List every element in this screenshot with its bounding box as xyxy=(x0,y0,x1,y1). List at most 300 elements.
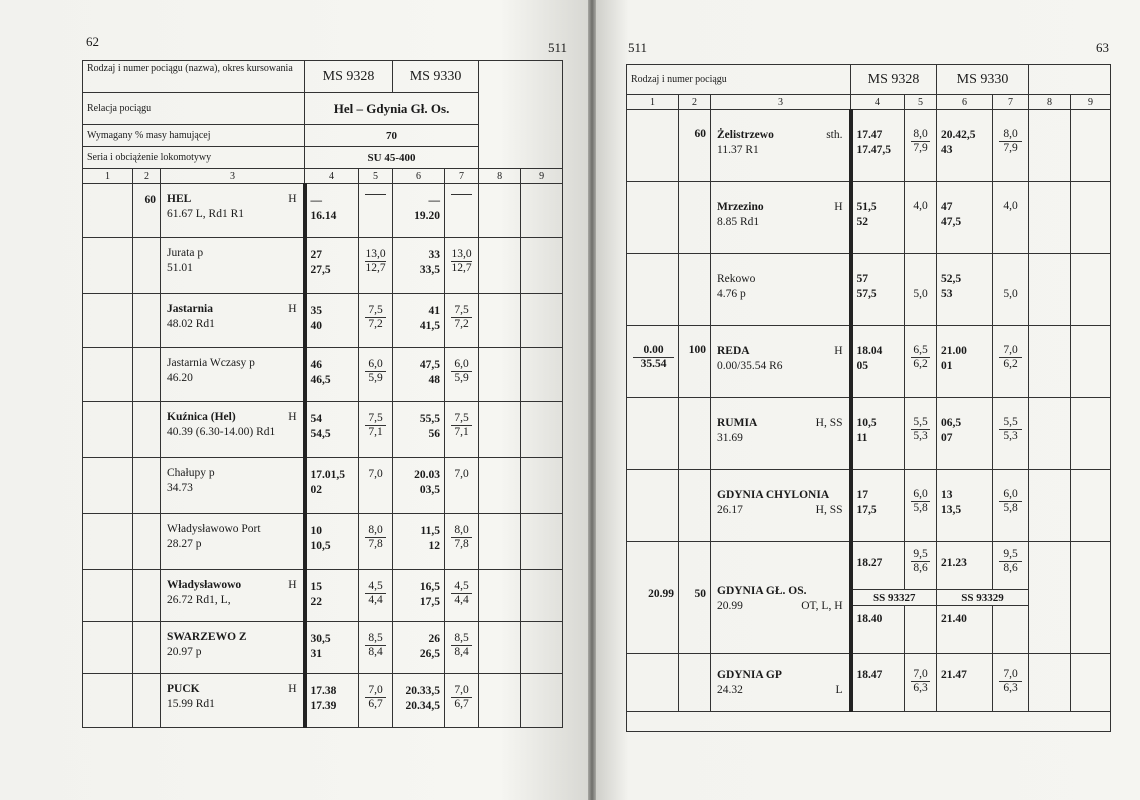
train1-runtime-top: 9,5 xyxy=(911,548,930,562)
train2-time-top: 20.42,5 xyxy=(941,129,976,141)
table-row-gdynia-arrival xyxy=(627,542,1111,590)
table-row xyxy=(627,254,1111,326)
col8-cell xyxy=(1029,654,1071,712)
speed-cell xyxy=(679,326,711,398)
station-km: 20.99 xyxy=(717,600,743,612)
speed-cell xyxy=(679,110,711,182)
train1-time-bot: 05 xyxy=(856,360,868,372)
train1-runtime xyxy=(905,470,937,542)
train2-runtime xyxy=(999,128,1022,155)
train2-time-bot: 53 xyxy=(941,288,953,300)
table-row xyxy=(627,398,1111,470)
km-top: 0.00 xyxy=(633,344,674,358)
station-cell xyxy=(711,326,851,398)
train1-runtime-top: 5,5 xyxy=(911,416,930,430)
train1-time-top: 15 xyxy=(310,581,323,593)
train2-runtime-bot: 8,4 xyxy=(454,646,469,658)
station-cell xyxy=(711,542,851,654)
station xyxy=(717,344,843,374)
train1-runtime xyxy=(365,684,386,711)
train2-runtime xyxy=(451,684,472,711)
train1-time-top: 17.38 xyxy=(310,685,337,697)
train2-time-bot: 33,5 xyxy=(419,264,441,276)
train2-time xyxy=(937,470,993,542)
train2-runtime xyxy=(451,524,472,551)
train2-runtime-top: 8,0 xyxy=(451,524,472,538)
train1-runtime-top: 6,0 xyxy=(365,358,386,372)
station-km: 48.02 Rd1 xyxy=(167,318,215,330)
train1-arrival-time: 18.27 xyxy=(856,557,883,569)
page-number-left: 62 xyxy=(86,34,99,49)
train1-runtime xyxy=(359,674,393,728)
train2-time xyxy=(937,254,993,326)
train1-time xyxy=(851,470,905,542)
col9-cell xyxy=(521,294,563,348)
train1-time-bot: 17.47,5 xyxy=(856,144,891,156)
train2-runtime xyxy=(445,514,479,570)
train1-runtime-bot: 7,2 xyxy=(368,318,383,330)
table-row xyxy=(83,674,563,728)
train2-time-top: 55,5 xyxy=(419,413,441,425)
train1-runtime-top: 7,5 xyxy=(365,412,386,426)
speed-value: 60 xyxy=(144,194,156,206)
train2-runtime-value: 4,0 xyxy=(1003,200,1018,212)
train1-time xyxy=(305,674,359,728)
table-row xyxy=(83,402,563,458)
station-km: 51.01 xyxy=(167,262,193,274)
train2-runtime xyxy=(993,542,1029,590)
speed-value: 60 xyxy=(694,128,706,140)
station xyxy=(167,578,297,608)
train2-runtime xyxy=(993,182,1029,254)
col9-cell xyxy=(1071,654,1111,712)
col8-cell xyxy=(1029,254,1071,326)
speed-cell xyxy=(133,458,161,514)
train1-time-top: 46 xyxy=(310,359,323,371)
station-code: H xyxy=(288,579,297,591)
train2-runtime xyxy=(999,548,1022,575)
train2-time-bot: 26,5 xyxy=(419,648,441,660)
table-row xyxy=(627,110,1111,182)
train1-runtime xyxy=(359,514,393,570)
station-cell xyxy=(161,514,305,570)
train2-runtime xyxy=(445,622,479,674)
train2-time xyxy=(937,654,993,712)
train2-runtime xyxy=(451,248,472,275)
station-cell xyxy=(161,570,305,622)
station-name: Władysławowo Port xyxy=(167,523,261,535)
train2-runtime-top: 5,5 xyxy=(999,416,1022,430)
station xyxy=(167,410,297,440)
train2-runtime-top xyxy=(451,194,472,195)
train1-time-bot: 57,5 xyxy=(856,288,877,300)
train1-runtime-value: 4,0 xyxy=(913,200,928,212)
train-ms9328: MS 9328 xyxy=(305,61,393,93)
col9-cell xyxy=(1071,470,1111,542)
train2-time-value: 21.47 xyxy=(941,669,967,681)
train1-runtime xyxy=(911,416,930,443)
train2-runtime xyxy=(445,348,479,402)
table-row-gdynia-gp xyxy=(627,654,1111,712)
train1-runtime xyxy=(905,110,937,182)
train2-runtime-bot: 12,7 xyxy=(451,262,472,274)
train2-time-top: 20.03 xyxy=(414,469,441,481)
col9-cell xyxy=(521,238,563,294)
train2-runtime xyxy=(451,632,472,659)
train-ms9330: MS 9330 xyxy=(393,61,479,93)
train2-runtime xyxy=(993,470,1029,542)
speed-cell xyxy=(133,514,161,570)
km-cell xyxy=(627,326,679,398)
train1-time xyxy=(851,254,905,326)
station xyxy=(167,192,297,222)
station xyxy=(167,356,297,386)
station-cell xyxy=(711,654,851,712)
train2-runtime xyxy=(999,344,1022,371)
train-ms9330-right: MS 9330 xyxy=(937,65,1029,95)
train1-time-top: 27 xyxy=(310,249,323,261)
station-code: OT, L, H xyxy=(801,600,843,612)
train1-time-top: 57 xyxy=(856,273,868,285)
train1-time-top: — xyxy=(310,195,323,207)
km-cell xyxy=(83,402,133,458)
table-row xyxy=(83,622,563,674)
train1-runtime-top xyxy=(365,194,386,195)
train2-runtime-bot: 5,3 xyxy=(1003,430,1018,442)
train1-time xyxy=(851,326,905,398)
relation-value: Hel – Gdynia Gł. Os. xyxy=(305,93,479,125)
col8-cell xyxy=(1029,542,1071,654)
train1-time-bot: 52 xyxy=(856,216,868,228)
col9-cell xyxy=(521,514,563,570)
train2-time-top: 52,5 xyxy=(941,273,962,285)
station xyxy=(167,466,297,496)
station-name: Rekowo xyxy=(717,273,756,285)
table-row xyxy=(627,470,1111,542)
col8-cell xyxy=(479,674,521,728)
train2-runtime-bot: 7,1 xyxy=(454,426,469,438)
train2-runtime-top: 8,0 xyxy=(999,128,1022,142)
station xyxy=(717,416,843,446)
station-km: 24.32 xyxy=(717,684,743,696)
train2-time xyxy=(393,622,445,674)
train1-runtime-bot: 12,7 xyxy=(365,262,386,274)
train1-time xyxy=(305,514,359,570)
train1-runtime xyxy=(359,348,393,402)
train1-time xyxy=(305,402,359,458)
train1-runtime xyxy=(911,344,930,371)
train1-time-bot: 54,5 xyxy=(310,428,331,440)
speed-cell xyxy=(133,570,161,622)
station xyxy=(167,630,297,660)
station-name: HEL xyxy=(167,193,192,205)
train2-time-top: 26 xyxy=(428,633,441,645)
train2-runtime-top: 7,0 xyxy=(451,684,472,698)
table-row xyxy=(83,348,563,402)
train2-runtime xyxy=(993,398,1029,470)
train2-time xyxy=(937,326,993,398)
col8-cell xyxy=(479,238,521,294)
station-name: Jastarnia Wczasy p xyxy=(167,357,255,369)
train1-runtime xyxy=(911,128,930,155)
train1-time-top: 17 xyxy=(856,489,868,501)
train1-runtime-bot: 7,1 xyxy=(368,426,383,438)
table-footer-row xyxy=(627,712,1111,732)
train1-time-top: 17.47 xyxy=(856,129,883,141)
station xyxy=(717,488,843,518)
train2-time xyxy=(393,674,445,728)
train2-time-bot: 41,5 xyxy=(419,320,441,332)
train1-time xyxy=(305,458,359,514)
train2-time-top: 16,5 xyxy=(419,581,441,593)
col9-cell xyxy=(1071,398,1111,470)
speed-cell xyxy=(679,398,711,470)
train2-departure xyxy=(937,606,993,654)
train1-runtime-empty xyxy=(905,606,937,654)
train1-runtime-bot: 5,8 xyxy=(913,502,928,514)
train1-departure xyxy=(851,606,905,654)
train1-runtime xyxy=(359,622,393,674)
table-row xyxy=(83,294,563,348)
train1-time-bot: 40 xyxy=(310,320,323,332)
station-name: GDYNIA CHYLONIA xyxy=(717,489,830,501)
train1-time-bot: 22 xyxy=(310,596,323,608)
km-cell xyxy=(83,348,133,402)
km-cell xyxy=(83,514,133,570)
train1-time-bot: 02 xyxy=(310,484,323,496)
train1-runtime-value: 5,0 xyxy=(913,288,928,300)
station-name: RUMIA xyxy=(717,417,758,429)
train2-arrival-time: 21.23 xyxy=(941,557,967,569)
km-cell xyxy=(83,674,133,728)
station-km: 20.97 p xyxy=(167,646,202,658)
col9-cell xyxy=(521,674,563,728)
train1-runtime xyxy=(365,358,386,385)
train1-runtime xyxy=(359,238,393,294)
train1-runtime xyxy=(365,412,386,439)
train1-runtime xyxy=(905,654,937,712)
train1-time-top: 54 xyxy=(310,413,323,425)
train2-time xyxy=(393,402,445,458)
train2-time xyxy=(393,514,445,570)
train1-runtime-bot: 8,6 xyxy=(913,562,928,574)
col9-cell xyxy=(521,458,563,514)
train2-runtime xyxy=(451,358,472,385)
station-km: 28.27 p xyxy=(167,538,202,550)
station-name: Jurata p xyxy=(167,247,204,259)
train2-time xyxy=(937,110,993,182)
col8-cell xyxy=(479,294,521,348)
train1-runtime-top: 13,0 xyxy=(365,248,386,260)
speed-cell xyxy=(133,622,161,674)
train2-time-bot: 17,5 xyxy=(419,596,441,608)
train1-runtime xyxy=(365,524,386,551)
speed-value: 100 xyxy=(688,344,706,356)
col8-cell xyxy=(1029,110,1071,182)
train2-runtime-bot: 7,9 xyxy=(1003,142,1018,154)
train2-runtime-top: 13,0 xyxy=(451,248,472,260)
station-name: GDYNIA GŁ. OS. xyxy=(717,585,807,597)
station-km: 46.20 xyxy=(167,372,193,384)
train1-runtime xyxy=(365,632,386,659)
train2-time-top: — xyxy=(428,195,441,207)
brake-value: 70 xyxy=(305,125,479,147)
train2-runtime xyxy=(451,412,472,439)
station-code: H, SS xyxy=(815,417,843,429)
col9-cell xyxy=(521,184,563,238)
train2-time-bot: 47,5 xyxy=(941,216,962,228)
speed-value: 50 xyxy=(694,588,706,600)
train2-runtime-top: 9,5 xyxy=(999,548,1022,562)
speed-cell xyxy=(679,470,711,542)
station xyxy=(717,668,843,698)
station-name: GDYNIA GP xyxy=(717,669,782,681)
train1-time-top: 35 xyxy=(310,305,323,317)
train2-runtime-bot: 6,2 xyxy=(1003,358,1018,370)
train2-departure-time: 21.40 xyxy=(941,613,967,625)
timetable-number-left: 511 xyxy=(548,40,568,55)
table-row xyxy=(627,182,1111,254)
station-name: SWARZEWO Z xyxy=(167,631,247,643)
station-km: 8.85 Rd1 xyxy=(717,216,760,228)
km-cell xyxy=(627,110,679,182)
col9-cell xyxy=(521,402,563,458)
table-row xyxy=(83,514,563,570)
station-code: H xyxy=(834,201,843,213)
table-row xyxy=(83,458,563,514)
train1-runtime-bot: 6,7 xyxy=(368,698,383,710)
train1-time-bot: 46,5 xyxy=(310,374,331,386)
train1-time-bot: 17.39 xyxy=(310,700,337,712)
train2-time-top: 21.00 xyxy=(941,345,967,357)
train2-runtime xyxy=(999,416,1022,443)
train2-runtime-value: 5,0 xyxy=(1003,288,1018,300)
km-cell xyxy=(83,294,133,348)
train1-runtime-top: 4,5 xyxy=(365,580,386,594)
col8-cell xyxy=(1029,470,1071,542)
train1-runtime-bot: 5,9 xyxy=(368,372,383,384)
col8-cell xyxy=(479,348,521,402)
train1-time-top: 30,5 xyxy=(310,633,331,645)
train1-time-top: 51,5 xyxy=(856,201,877,213)
station-km: 34.73 xyxy=(167,482,193,494)
train1-runtime xyxy=(365,194,386,195)
station-cell xyxy=(711,110,851,182)
train-label-right: Rodzaj i numer pociągu xyxy=(627,65,851,95)
train2-runtime xyxy=(445,402,479,458)
train2-runtime-bot: 6,3 xyxy=(1003,682,1018,694)
col8-cell xyxy=(479,458,521,514)
station-cell xyxy=(161,348,305,402)
train1-runtime-top: 8,0 xyxy=(365,524,386,538)
train1-time-top: 17.01,5 xyxy=(310,469,346,481)
train2-runtime-top: 7,0 xyxy=(999,668,1022,682)
train1-time xyxy=(305,184,359,238)
station-cell xyxy=(711,470,851,542)
train2-time xyxy=(393,238,445,294)
train1-time-bot: 11 xyxy=(856,432,868,444)
col8-cell xyxy=(1029,398,1071,470)
train1-runtime xyxy=(911,488,930,515)
train2-runtime-bot: 4,4 xyxy=(454,594,469,606)
train1-time xyxy=(305,622,359,674)
loco-label: Seria i obciążenie lokomotywy xyxy=(83,147,305,169)
col8-cell xyxy=(479,514,521,570)
train2-time-top: 47 xyxy=(941,201,953,213)
km-bot: 35.54 xyxy=(640,358,667,370)
train1-runtime-bot: 8,4 xyxy=(368,646,383,658)
train2-runtime-top: 7,5 xyxy=(451,412,472,426)
station-km: 11.37 R1 xyxy=(717,144,759,156)
train2-runtime xyxy=(445,238,479,294)
km-cell xyxy=(627,542,679,654)
speed-cell xyxy=(679,542,711,654)
train2-time xyxy=(393,570,445,622)
train2-time-top: 33 xyxy=(428,249,441,261)
train1-runtime-bot: 5,3 xyxy=(913,430,928,442)
train1-time-top: 10,5 xyxy=(856,417,877,429)
col8-cell xyxy=(479,184,521,238)
train2-time-top: 13 xyxy=(941,489,953,501)
train1-runtime-bot: 6,2 xyxy=(913,358,928,370)
train2-time-top: 41 xyxy=(428,305,441,317)
next-train-2: SS 93329 xyxy=(937,590,1029,606)
station-cell xyxy=(711,398,851,470)
train2-runtime xyxy=(993,326,1029,398)
train1-runtime-bot: 7,8 xyxy=(368,538,383,550)
train1-runtime-top: 8,0 xyxy=(911,128,930,142)
train2-time-top: 06,5 xyxy=(941,417,962,429)
column-numbers: 1 2 3 4 5 6 7 8 9 xyxy=(83,169,563,184)
train1-runtime xyxy=(905,398,937,470)
train2-runtime xyxy=(445,674,479,728)
train1-time xyxy=(851,182,905,254)
col8-cell xyxy=(479,402,521,458)
train2-arrival xyxy=(937,542,993,590)
train2-runtime xyxy=(445,570,479,622)
train1-time-top: 10 xyxy=(310,525,323,537)
km-value xyxy=(633,344,674,371)
train1-time xyxy=(305,348,359,402)
km-cell xyxy=(83,238,133,294)
train2-runtime-bot: 6,7 xyxy=(454,698,469,710)
train2-runtime xyxy=(993,254,1029,326)
station-km: 40.39 (6.30-14.00) Rd1 xyxy=(167,426,276,438)
train1-time xyxy=(305,570,359,622)
station-cell xyxy=(161,184,305,238)
station-km: 61.67 L, Rd1 R1 xyxy=(167,208,244,220)
km-value: 20.99 xyxy=(648,588,674,600)
station-name: Żelistrzewo xyxy=(717,129,774,141)
col9-cell xyxy=(1071,110,1111,182)
station-name: REDA xyxy=(717,345,750,357)
col8-cell xyxy=(1029,326,1071,398)
train2-time xyxy=(937,398,993,470)
train1-runtime xyxy=(359,458,393,514)
train1-runtime xyxy=(359,184,393,238)
station-km: 15.99 Rd1 xyxy=(167,698,215,710)
train2-runtime xyxy=(451,304,472,331)
train2-time-bot: 43 xyxy=(941,144,953,156)
train2-time-bot: 48 xyxy=(428,374,441,386)
speed-cell xyxy=(133,674,161,728)
col9-cell xyxy=(521,622,563,674)
next-train-1: SS 93327 xyxy=(851,590,937,606)
train2-runtime-bot: 8,6 xyxy=(1003,562,1018,574)
train1-time xyxy=(851,110,905,182)
station-cell xyxy=(711,254,851,326)
station xyxy=(717,584,843,614)
